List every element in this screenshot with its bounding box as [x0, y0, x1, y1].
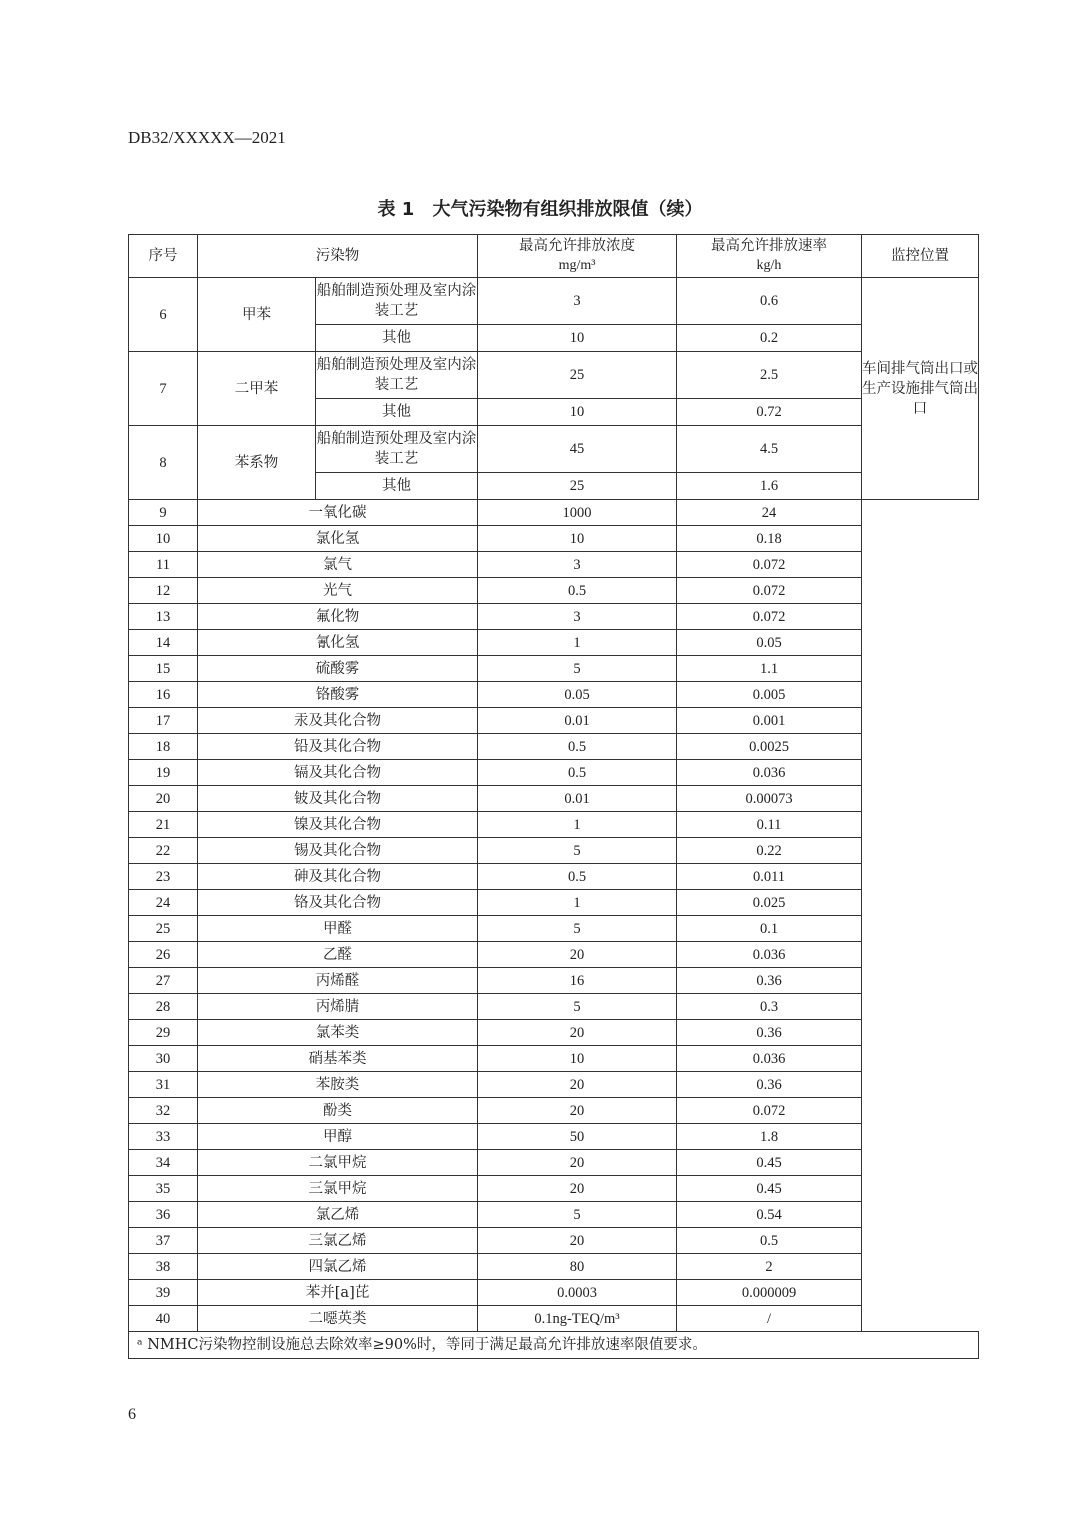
seq-cell: 26	[129, 942, 198, 968]
process-cell: 船舶制造预处理及室内涂装工艺	[316, 278, 478, 325]
concentration-cell: 20	[478, 942, 677, 968]
seq-cell: 21	[129, 812, 198, 838]
header-concentration	[478, 235, 677, 278]
header-rate	[677, 235, 862, 278]
table-row	[129, 1306, 979, 1332]
concentration-cell: 20	[478, 1150, 677, 1176]
header-concentration-unit: mg/m³	[558, 258, 596, 273]
rate-cell: 0.025	[677, 890, 862, 916]
pollutant-cell: 光气	[198, 578, 478, 604]
concentration-cell: 0.5	[478, 578, 677, 604]
seq-cell: 18	[129, 734, 198, 760]
pollutant-cell: 一氧化碳	[198, 500, 478, 526]
seq-cell: 22	[129, 838, 198, 864]
seq-cell: 8	[129, 426, 198, 500]
pollutant-cell: 氯苯类	[198, 1020, 478, 1046]
table-row	[129, 1098, 979, 1124]
table-row	[129, 916, 979, 942]
process-cell: 其他	[316, 399, 478, 426]
header-rate-unit: kg/h	[756, 258, 782, 273]
pollutant-cell: 铬酸雾	[198, 682, 478, 708]
rate-cell: 0.072	[677, 578, 862, 604]
concentration-cell: 1	[478, 890, 677, 916]
monitoring-location-cell: 车间排气筒出口或生产设施排气筒出口	[862, 278, 979, 500]
pollutant-cell: 氯气	[198, 552, 478, 578]
pollutant-cell: 甲醇	[198, 1124, 478, 1150]
pollutant-cell: 二甲苯	[198, 352, 316, 426]
document-code: DB32/XXXXX—2021	[128, 128, 286, 147]
concentration-cell: 3	[478, 604, 677, 630]
table-row	[129, 426, 979, 473]
header-location: 监控位置	[862, 235, 979, 278]
rate-cell: 0.6	[677, 278, 862, 325]
concentration-cell: 20	[478, 1020, 677, 1046]
concentration-cell: 5	[478, 916, 677, 942]
pollutant-cell: 三氯甲烷	[198, 1176, 478, 1202]
pollutant-cell: 乙醛	[198, 942, 478, 968]
rate-cell: 0.072	[677, 604, 862, 630]
table-row	[129, 838, 979, 864]
concentration-cell: 50	[478, 1124, 677, 1150]
pollutant-cell: 铬及其化合物	[198, 890, 478, 916]
concentration-cell: 3	[478, 278, 677, 325]
seq-cell: 33	[129, 1124, 198, 1150]
rate-cell: 0.00073	[677, 786, 862, 812]
concentration-cell: 0.1ng-TEQ/m³	[478, 1306, 677, 1332]
seq-cell: 27	[129, 968, 198, 994]
rate-cell: 0.5	[677, 1228, 862, 1254]
footnote-cell: ᵃ NMHC污染物控制设施总去除效率≥90%时，等同于满足最高允许排放速率限值要求。	[129, 1332, 979, 1359]
concentration-cell: 1000	[478, 500, 677, 526]
concentration-cell: 0.5	[478, 864, 677, 890]
header-rate-label: 最高允许排放速率	[711, 238, 827, 254]
rate-cell: 0.72	[677, 399, 862, 426]
table-row	[129, 1254, 979, 1280]
rate-cell: 0.11	[677, 812, 862, 838]
seq-cell: 31	[129, 1072, 198, 1098]
concentration-cell: 0.0003	[478, 1280, 677, 1306]
pollutant-cell: 硝基苯类	[198, 1046, 478, 1072]
table-row	[129, 656, 979, 682]
seq-cell: 34	[129, 1150, 198, 1176]
table-number: 表 1	[377, 199, 415, 220]
table-row	[129, 864, 979, 890]
rate-cell: 0.05	[677, 630, 862, 656]
table-row	[129, 578, 979, 604]
concentration-cell: 3	[478, 552, 677, 578]
table-row	[129, 708, 979, 734]
table-row	[129, 1228, 979, 1254]
footnote-row	[129, 1332, 979, 1359]
pollutant-cell: 四氯乙烯	[198, 1254, 478, 1280]
seq-cell: 35	[129, 1176, 198, 1202]
seq-cell: 38	[129, 1254, 198, 1280]
table-row	[129, 1280, 979, 1306]
concentration-cell: 45	[478, 426, 677, 473]
rate-cell: 0.36	[677, 1072, 862, 1098]
pollutant-cell: 硫酸雾	[198, 656, 478, 682]
pollutant-cell: 丙烯腈	[198, 994, 478, 1020]
concentration-cell: 10	[478, 399, 677, 426]
seq-cell: 24	[129, 890, 198, 916]
seq-cell: 36	[129, 1202, 198, 1228]
rate-cell: 0.072	[677, 1098, 862, 1124]
rate-cell: 0.036	[677, 760, 862, 786]
pollutant-cell: 砷及其化合物	[198, 864, 478, 890]
concentration-cell: 5	[478, 994, 677, 1020]
table-title: 大气污染物有组织排放限值（续）	[432, 199, 703, 220]
seq-cell: 32	[129, 1098, 198, 1124]
pollutant-cell: 甲醛	[198, 916, 478, 942]
emission-limits-table	[128, 234, 979, 1359]
rate-cell: 0.011	[677, 864, 862, 890]
table-row	[129, 630, 979, 656]
concentration-cell: 20	[478, 1228, 677, 1254]
pollutant-cell: 铅及其化合物	[198, 734, 478, 760]
process-cell: 船舶制造预处理及室内涂装工艺	[316, 426, 478, 473]
seq-cell: 39	[129, 1280, 198, 1306]
table-caption	[0, 195, 1080, 221]
concentration-cell: 0.01	[478, 786, 677, 812]
table-header-row	[129, 235, 979, 278]
page-number: 6	[128, 1406, 136, 1423]
table-row	[129, 786, 979, 812]
rate-cell: 0.36	[677, 1020, 862, 1046]
pollutant-cell: 铍及其化合物	[198, 786, 478, 812]
seq-cell: 29	[129, 1020, 198, 1046]
table-row	[129, 682, 979, 708]
rate-cell: 0.18	[677, 526, 862, 552]
seq-cell: 10	[129, 526, 198, 552]
seq-cell: 12	[129, 578, 198, 604]
table-row	[129, 734, 979, 760]
pollutant-cell: 汞及其化合物	[198, 708, 478, 734]
rate-cell: 0.001	[677, 708, 862, 734]
table-row	[129, 1072, 979, 1098]
pollutant-cell: 苯胺类	[198, 1072, 478, 1098]
rate-cell: 0.005	[677, 682, 862, 708]
rate-cell: 0.54	[677, 1202, 862, 1228]
table-row	[129, 1020, 979, 1046]
concentration-cell: 5	[478, 838, 677, 864]
table-row	[129, 890, 979, 916]
header-concentration-label: 最高允许排放浓度	[519, 238, 635, 254]
seq-cell: 15	[129, 656, 198, 682]
concentration-cell: 1	[478, 630, 677, 656]
pollutant-cell: 氯化氢	[198, 526, 478, 552]
rate-cell: 0.000009	[677, 1280, 862, 1306]
seq-cell: 19	[129, 760, 198, 786]
concentration-cell: 10	[478, 526, 677, 552]
pollutant-cell: 氰化氢	[198, 630, 478, 656]
table-row	[129, 942, 979, 968]
rate-cell: 0.45	[677, 1176, 862, 1202]
rate-cell: 24	[677, 500, 862, 526]
table-row	[129, 1046, 979, 1072]
rate-cell: 0.2	[677, 325, 862, 352]
concentration-cell: 10	[478, 325, 677, 352]
concentration-cell: 0.5	[478, 734, 677, 760]
table-row	[129, 968, 979, 994]
rate-cell: 0.072	[677, 552, 862, 578]
concentration-cell: 0.05	[478, 682, 677, 708]
seq-cell: 40	[129, 1306, 198, 1332]
seq-cell: 14	[129, 630, 198, 656]
concentration-cell: 25	[478, 352, 677, 399]
pollutant-cell: 甲苯	[198, 278, 316, 352]
header-pollutant: 污染物	[198, 235, 478, 278]
pollutant-cell: 苯系物	[198, 426, 316, 500]
table-row	[129, 604, 979, 630]
process-cell: 其他	[316, 325, 478, 352]
rate-cell: 1.8	[677, 1124, 862, 1150]
rate-cell: 0.0025	[677, 734, 862, 760]
pollutant-cell: 氯乙烯	[198, 1202, 478, 1228]
seq-cell: 23	[129, 864, 198, 890]
rate-cell: 0.45	[677, 1150, 862, 1176]
seq-cell: 20	[129, 786, 198, 812]
table-row	[129, 500, 979, 526]
concentration-cell: 80	[478, 1254, 677, 1280]
header-seq: 序号	[129, 235, 198, 278]
concentration-cell: 20	[478, 1098, 677, 1124]
pollutant-cell: 丙烯醛	[198, 968, 478, 994]
pollutant-cell: 酚类	[198, 1098, 478, 1124]
concentration-cell: 5	[478, 656, 677, 682]
seq-cell: 16	[129, 682, 198, 708]
pollutant-cell: 锡及其化合物	[198, 838, 478, 864]
concentration-cell: 25	[478, 473, 677, 500]
table-row	[129, 278, 979, 325]
table-row	[129, 526, 979, 552]
table-row	[129, 1150, 979, 1176]
simple-rows-body	[129, 500, 979, 1332]
rate-cell: 2	[677, 1254, 862, 1280]
rate-cell: 0.3	[677, 994, 862, 1020]
table-row	[129, 1124, 979, 1150]
rate-cell: 0.036	[677, 942, 862, 968]
table-row	[129, 352, 979, 399]
rate-cell: 1.6	[677, 473, 862, 500]
rate-cell: 0.36	[677, 968, 862, 994]
seq-cell: 13	[129, 604, 198, 630]
seq-cell: 28	[129, 994, 198, 1020]
seq-cell: 30	[129, 1046, 198, 1072]
seq-cell: 17	[129, 708, 198, 734]
rate-cell: 0.22	[677, 838, 862, 864]
concentration-cell: 0.5	[478, 760, 677, 786]
concentration-cell: 20	[478, 1072, 677, 1098]
table-row	[129, 994, 979, 1020]
concentration-cell: 10	[478, 1046, 677, 1072]
seq-cell: 9	[129, 500, 198, 526]
rate-cell: 0.036	[677, 1046, 862, 1072]
pollutant-cell: 二噁英类	[198, 1306, 478, 1332]
concentration-cell: 20	[478, 1176, 677, 1202]
rate-cell: 1.1	[677, 656, 862, 682]
process-cell: 其他	[316, 473, 478, 500]
concentration-cell: 16	[478, 968, 677, 994]
seq-cell: 11	[129, 552, 198, 578]
table-row	[129, 760, 979, 786]
rate-cell: 2.5	[677, 352, 862, 399]
pollutant-cell: 镍及其化合物	[198, 812, 478, 838]
seq-cell: 7	[129, 352, 198, 426]
pollutant-cell: 镉及其化合物	[198, 760, 478, 786]
pollutant-cell: 苯并[a]芘	[198, 1280, 478, 1306]
table-row	[129, 1202, 979, 1228]
table-row	[129, 1176, 979, 1202]
seq-cell: 37	[129, 1228, 198, 1254]
pollutant-cell: 氟化物	[198, 604, 478, 630]
rate-cell: 0.1	[677, 916, 862, 942]
concentration-cell: 0.01	[478, 708, 677, 734]
pollutant-cell: 二氯甲烷	[198, 1150, 478, 1176]
pollutant-cell: 三氯乙烯	[198, 1228, 478, 1254]
table-row	[129, 812, 979, 838]
seq-cell: 6	[129, 278, 198, 352]
process-cell: 船舶制造预处理及室内涂装工艺	[316, 352, 478, 399]
table-row	[129, 552, 979, 578]
concentration-cell: 1	[478, 812, 677, 838]
rate-cell: /	[677, 1306, 862, 1332]
seq-cell: 25	[129, 916, 198, 942]
rate-cell: 4.5	[677, 426, 862, 473]
concentration-cell: 5	[478, 1202, 677, 1228]
